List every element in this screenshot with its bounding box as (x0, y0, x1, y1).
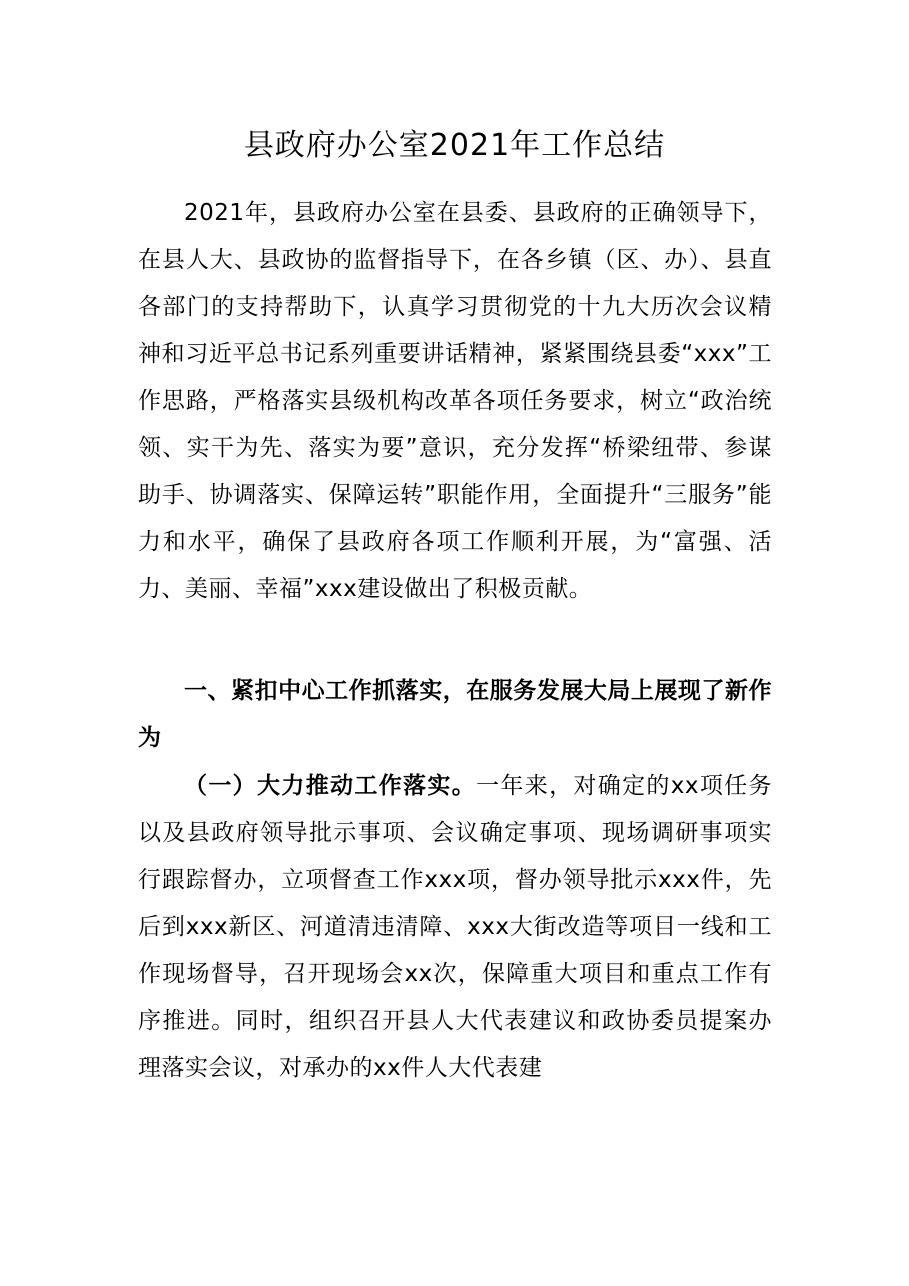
section-heading-1: 一、紧扣中心工作抓落实，在服务发展大局上展现了新作为 (138, 678, 772, 751)
subsection-paragraph-1 (138, 763, 772, 1092)
intro-paragraph: 2021年，县政府办公室在县委、县政府的正确领导下，在县人大、县政协的监督指导下，在各乡镇（区、办）、县直各部门的支持帮助下，认真学习贯彻党的十九大历次会议精神和习近平总书记系列重要讲话精神，紧紧围绕县委“xxx”工作思路，严格落实县级机构改革各项任务要求，树立“政治统领、实干为先、落实为要”意识，充分发挥“桥梁纽带、参谋助手、协调落实、保障运转”职能作用，全面提升“三服务”能力和水平，确保了县政府各项工作顺利开展，为“富强、活力、美丽、幸福”xxx建设做出了积极贡献。 (138, 200, 772, 602)
subsection-lead: （一）大力推动工作落实。 (184, 773, 477, 799)
subsection-body: 一年来，对确定的xx项任务以及县政府领导批示事项、会议确定事项、现场调研事项实行跟踪督办，立项督查工作xxx项，督办领导批示xxx件，先后到xxx新区、河道清违清障、xxx大街改造等项目一线和工作现场督导，召开现场会xx次，保障重大项目和重点工作有序推进。同时，组织召开县人大代表建议和政协委员提案办理落实会议，对承办的xx件人大代表建 (138, 773, 772, 1081)
document-title: 县政府办公室2021年工作总结 (243, 128, 666, 163)
